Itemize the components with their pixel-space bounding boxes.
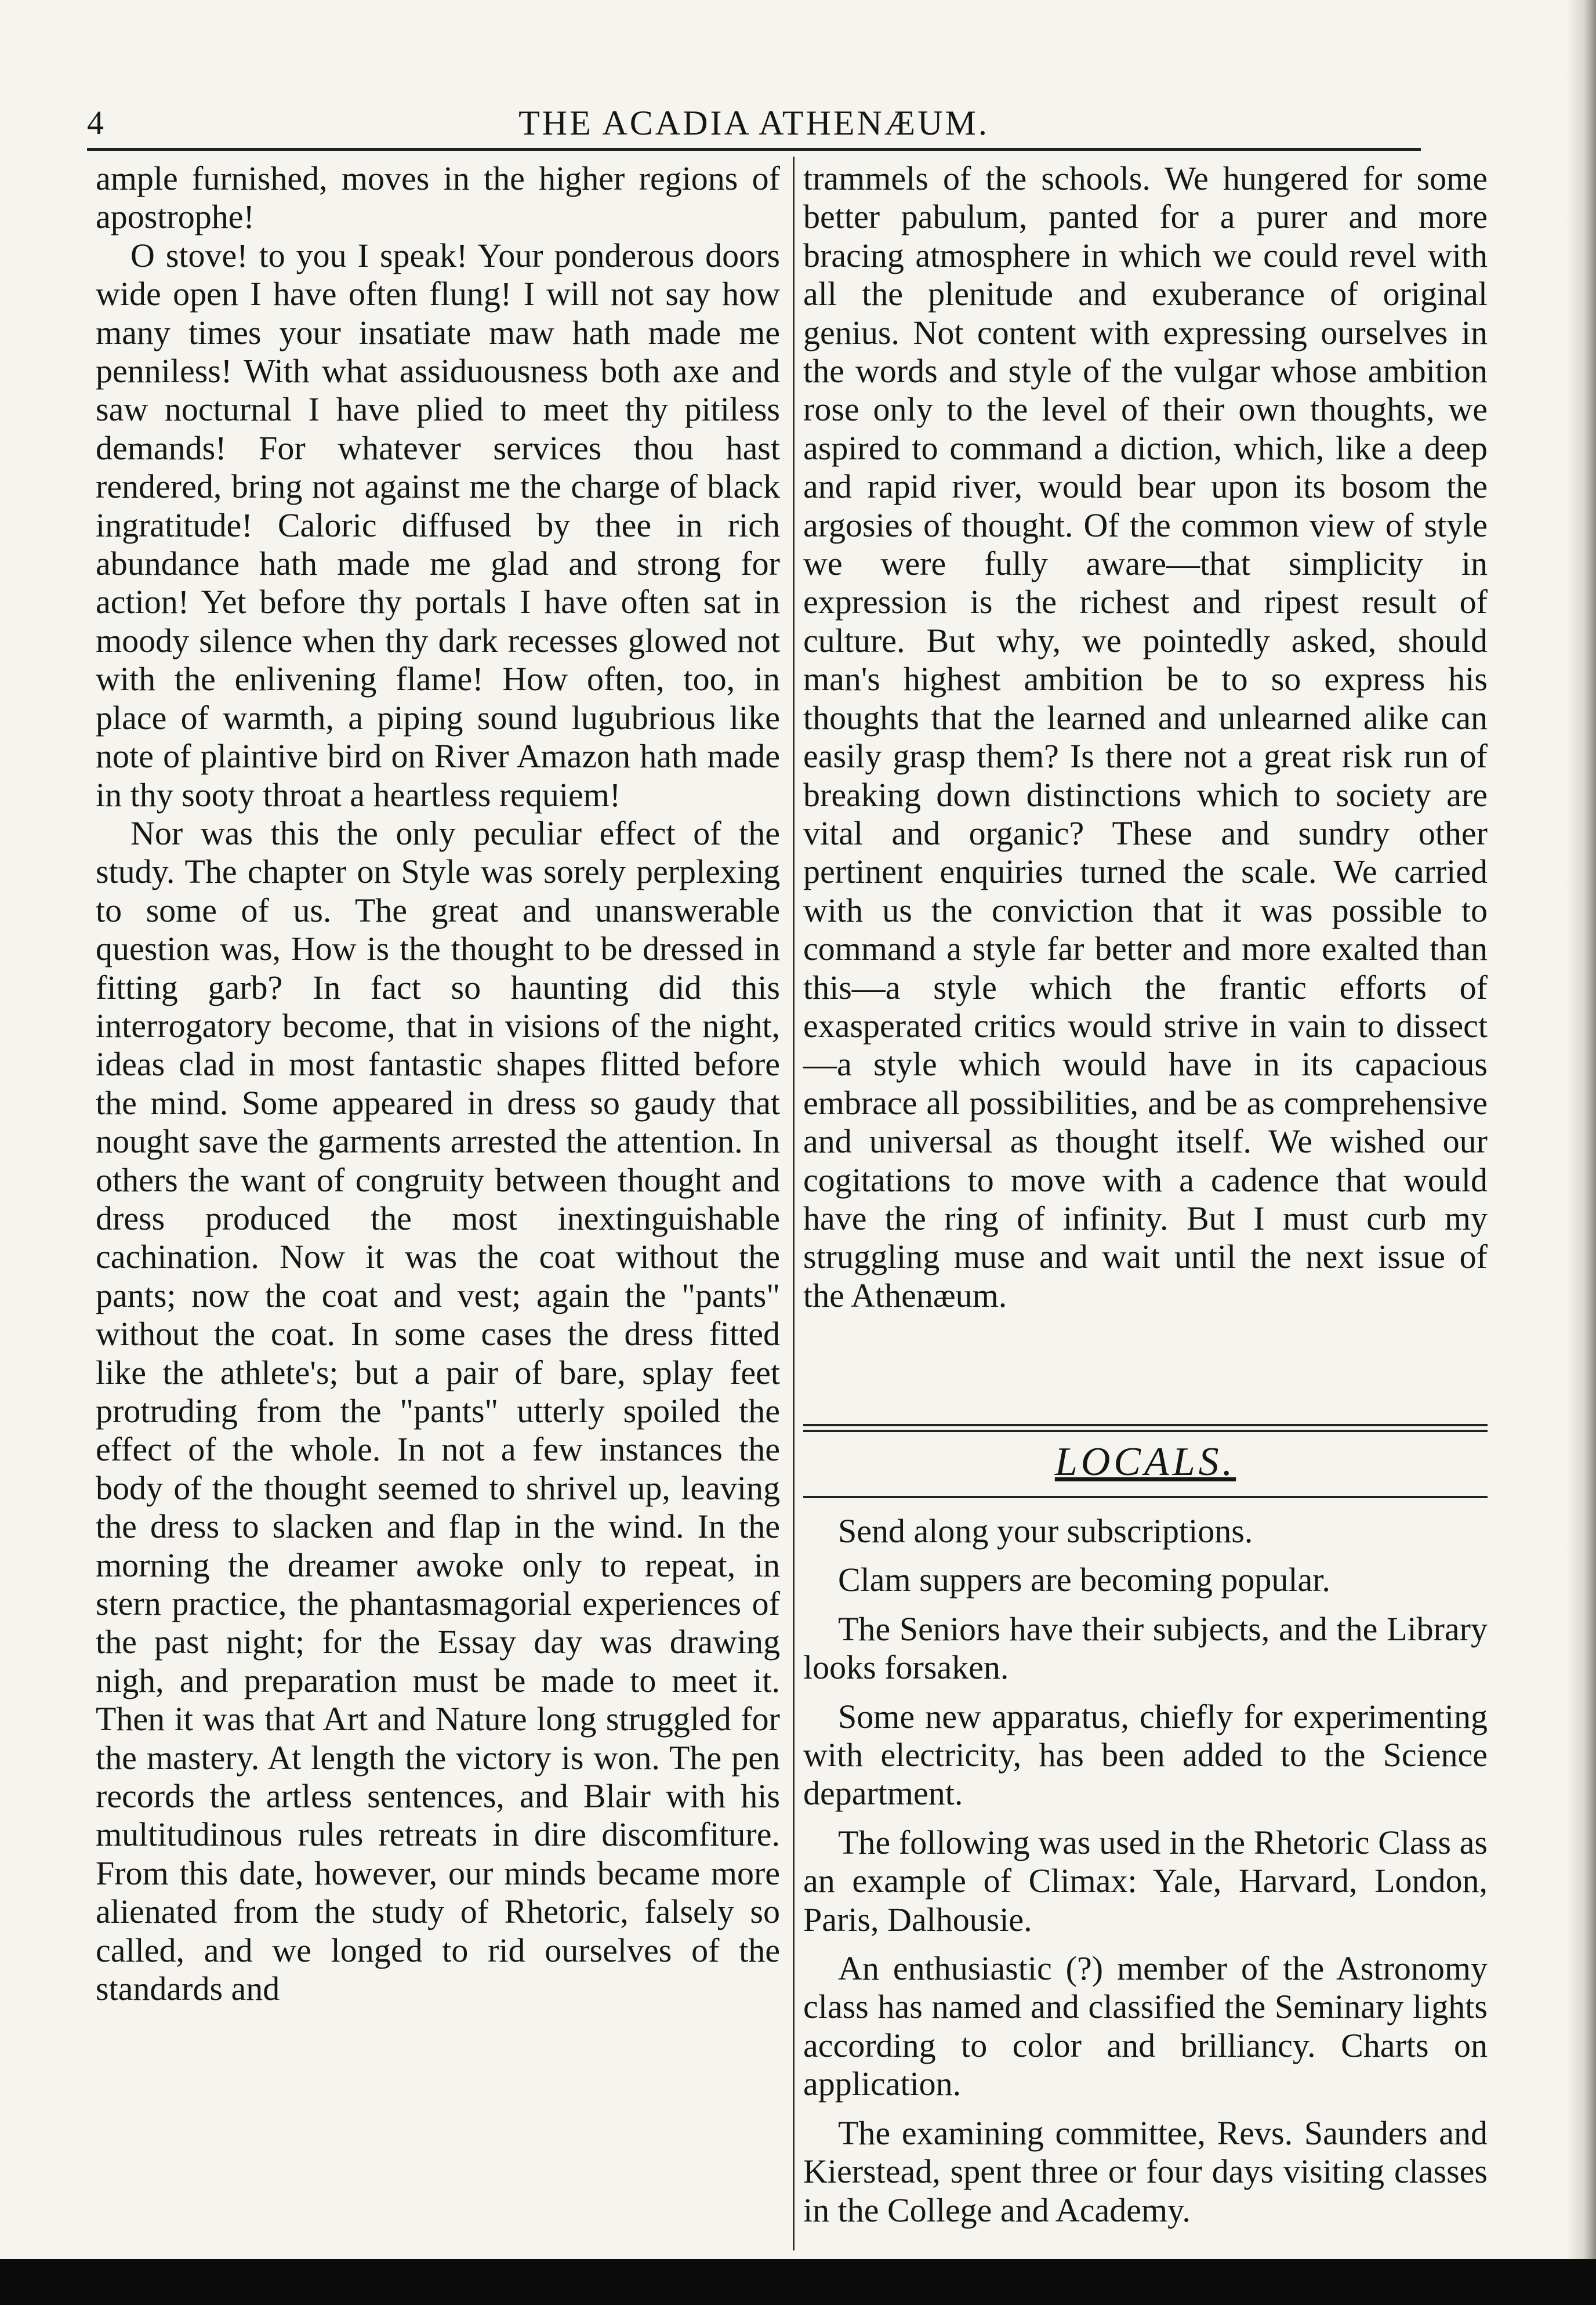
left-column (96, 160, 780, 2009)
section-rule (803, 1424, 1488, 1426)
locals-heading: LOCALS. (1054, 1440, 1236, 1484)
local-item: The examining committee, Revs. Saunders and Kierstead, spent three or four days visiting classes in the College and Academy. (803, 2114, 1488, 2229)
page-header (87, 87, 1421, 157)
right-column (803, 160, 1488, 1315)
column-divider (793, 157, 795, 2250)
masthead-title: THE ACADIA ATHENÆUM. (518, 104, 989, 142)
scan-bottom-border (0, 2259, 1596, 2305)
locals-list (803, 1512, 1488, 2230)
paragraph: O stove! to you I speak! Your ponderous doors wide open I have often flung! I will not say how many times your insatiate maw hath made me penniless! With what assiduousness both axe and saw nocturnal I have plied to meet thy pitiless demands! For whatever services thou hast rendered, bring not against me the charge of black ingratitude! Caloric diffused by thee in rich abundance hath made me glad and strong for action! Yet before thy portals I have often sat in moody silence when thy dark recesses glowed not with the enlivening flame! How often, too, in place of warmth, a piping sound lugubrious like note of plaintive bird on River Amazon hath made in thy sooty throat a heartless requiem! (96, 236, 780, 814)
local-item: An enthusiastic (?) member of the Astronomy class has named and classified the Seminary lights according to color and brilliancy. Charts on application. (803, 1949, 1488, 2103)
local-item: The Seniors have their subjects, and the Library looks forsaken. (803, 1610, 1488, 1687)
locals-section (803, 1424, 1488, 2230)
local-item: Some new apparatus, chiefly for experimenting with electricity, has been added to the Science department. (803, 1697, 1488, 1813)
header-rule (87, 148, 1421, 151)
paragraph: trammels of the schools. We hungered for some better pabulum, panted for a purer and more bracing atmosphere in which we could revel with all the plenitude and exuberance of original genius. Not content with expressing ourselves in the words and style of the vulgar whose ambition rose only to the level of their own thoughts, we aspired to command a diction, which, like a deep and rapid river, would bear upon its bosom the argosies of thought. Of the common view of style we were fully aware—that simplicity in expression is the richest and ripest result of culture. But why, we pointedly asked, should man's highest ambition be to so express his thoughts that the learned and unlearned alike can easily grasp them? Is there not a great risk run of breaking down distinctions which to society are vital and organic? These and sundry other pertinent enquiries turned the scale. We carried with us the conviction that it was possible to command a style far better and more exalted than this—a style which the frantic efforts of exasperated critics would strive in vain to dissect—a style which would have in its capacious embrace all possibilities, and be as comprehensive and universal as thought itself. We wished our cogitations to move with a cadence that would have the ring of infinity. But I must curb my struggling muse and wait until the next issue of the Athenæum. (803, 160, 1488, 1314)
local-item: Clam suppers are becoming popular. (838, 1561, 1330, 1599)
scan-edge-shadow (1566, 0, 1596, 2259)
section-rule (803, 1496, 1488, 1498)
paragraph: Nor was this the only peculiar effect of the study. The chapter on Style was sorely perplexing to some of us. The great and unanswerable question was, How is the thought to be dressed in fitting garb? In fact so haunting did this interrogatory become, that in visions of the night, ideas clad in most fantastic shapes flitted before the mind. Some appeared in dress so gaudy that nought save the garments arrested the attention. In others the want of congruity between thought and dress produced the most inextinguishable cachination. Now it was the coat without the pants; now the coat and vest; again the "pants" without the coat. In some cases the dress fitted like the athlete's; but a pair of bare, splay feet protruding from the "pants" utterly spoiled the effect of the whole. In not a few instances the body of the thought seemed to shrivel up, leaving the dress to slacken and flap in the wind. In the morning the dreamer awoke only to repeat, in stern practice, the phantasmagorial experiences of the past night; for the Essay day was drawing nigh, and preparation must be made to meet it. Then it was that Art and Nature long struggled for the mastery. At length the victory is won. The pen records the artless sentences, and Blair with his multitudinous rules retreats in dire discomfiture. From this date, however, our minds became more alienated from the study of Rhetoric, falsely so called, and we longed to rid ourselves of the standards and (96, 814, 780, 2008)
page-number: 4 (87, 104, 104, 142)
local-item: Send along your subscriptions. (838, 1512, 1253, 1550)
section-rule (803, 1430, 1488, 1432)
local-item: The following was used in the Rhetoric Class as an example of Climax: Yale, Harvard, London, Paris, Dalhousie. (803, 1823, 1488, 1938)
paragraph: ample furnished, moves in the higher regions of apostrophe! (96, 160, 780, 236)
